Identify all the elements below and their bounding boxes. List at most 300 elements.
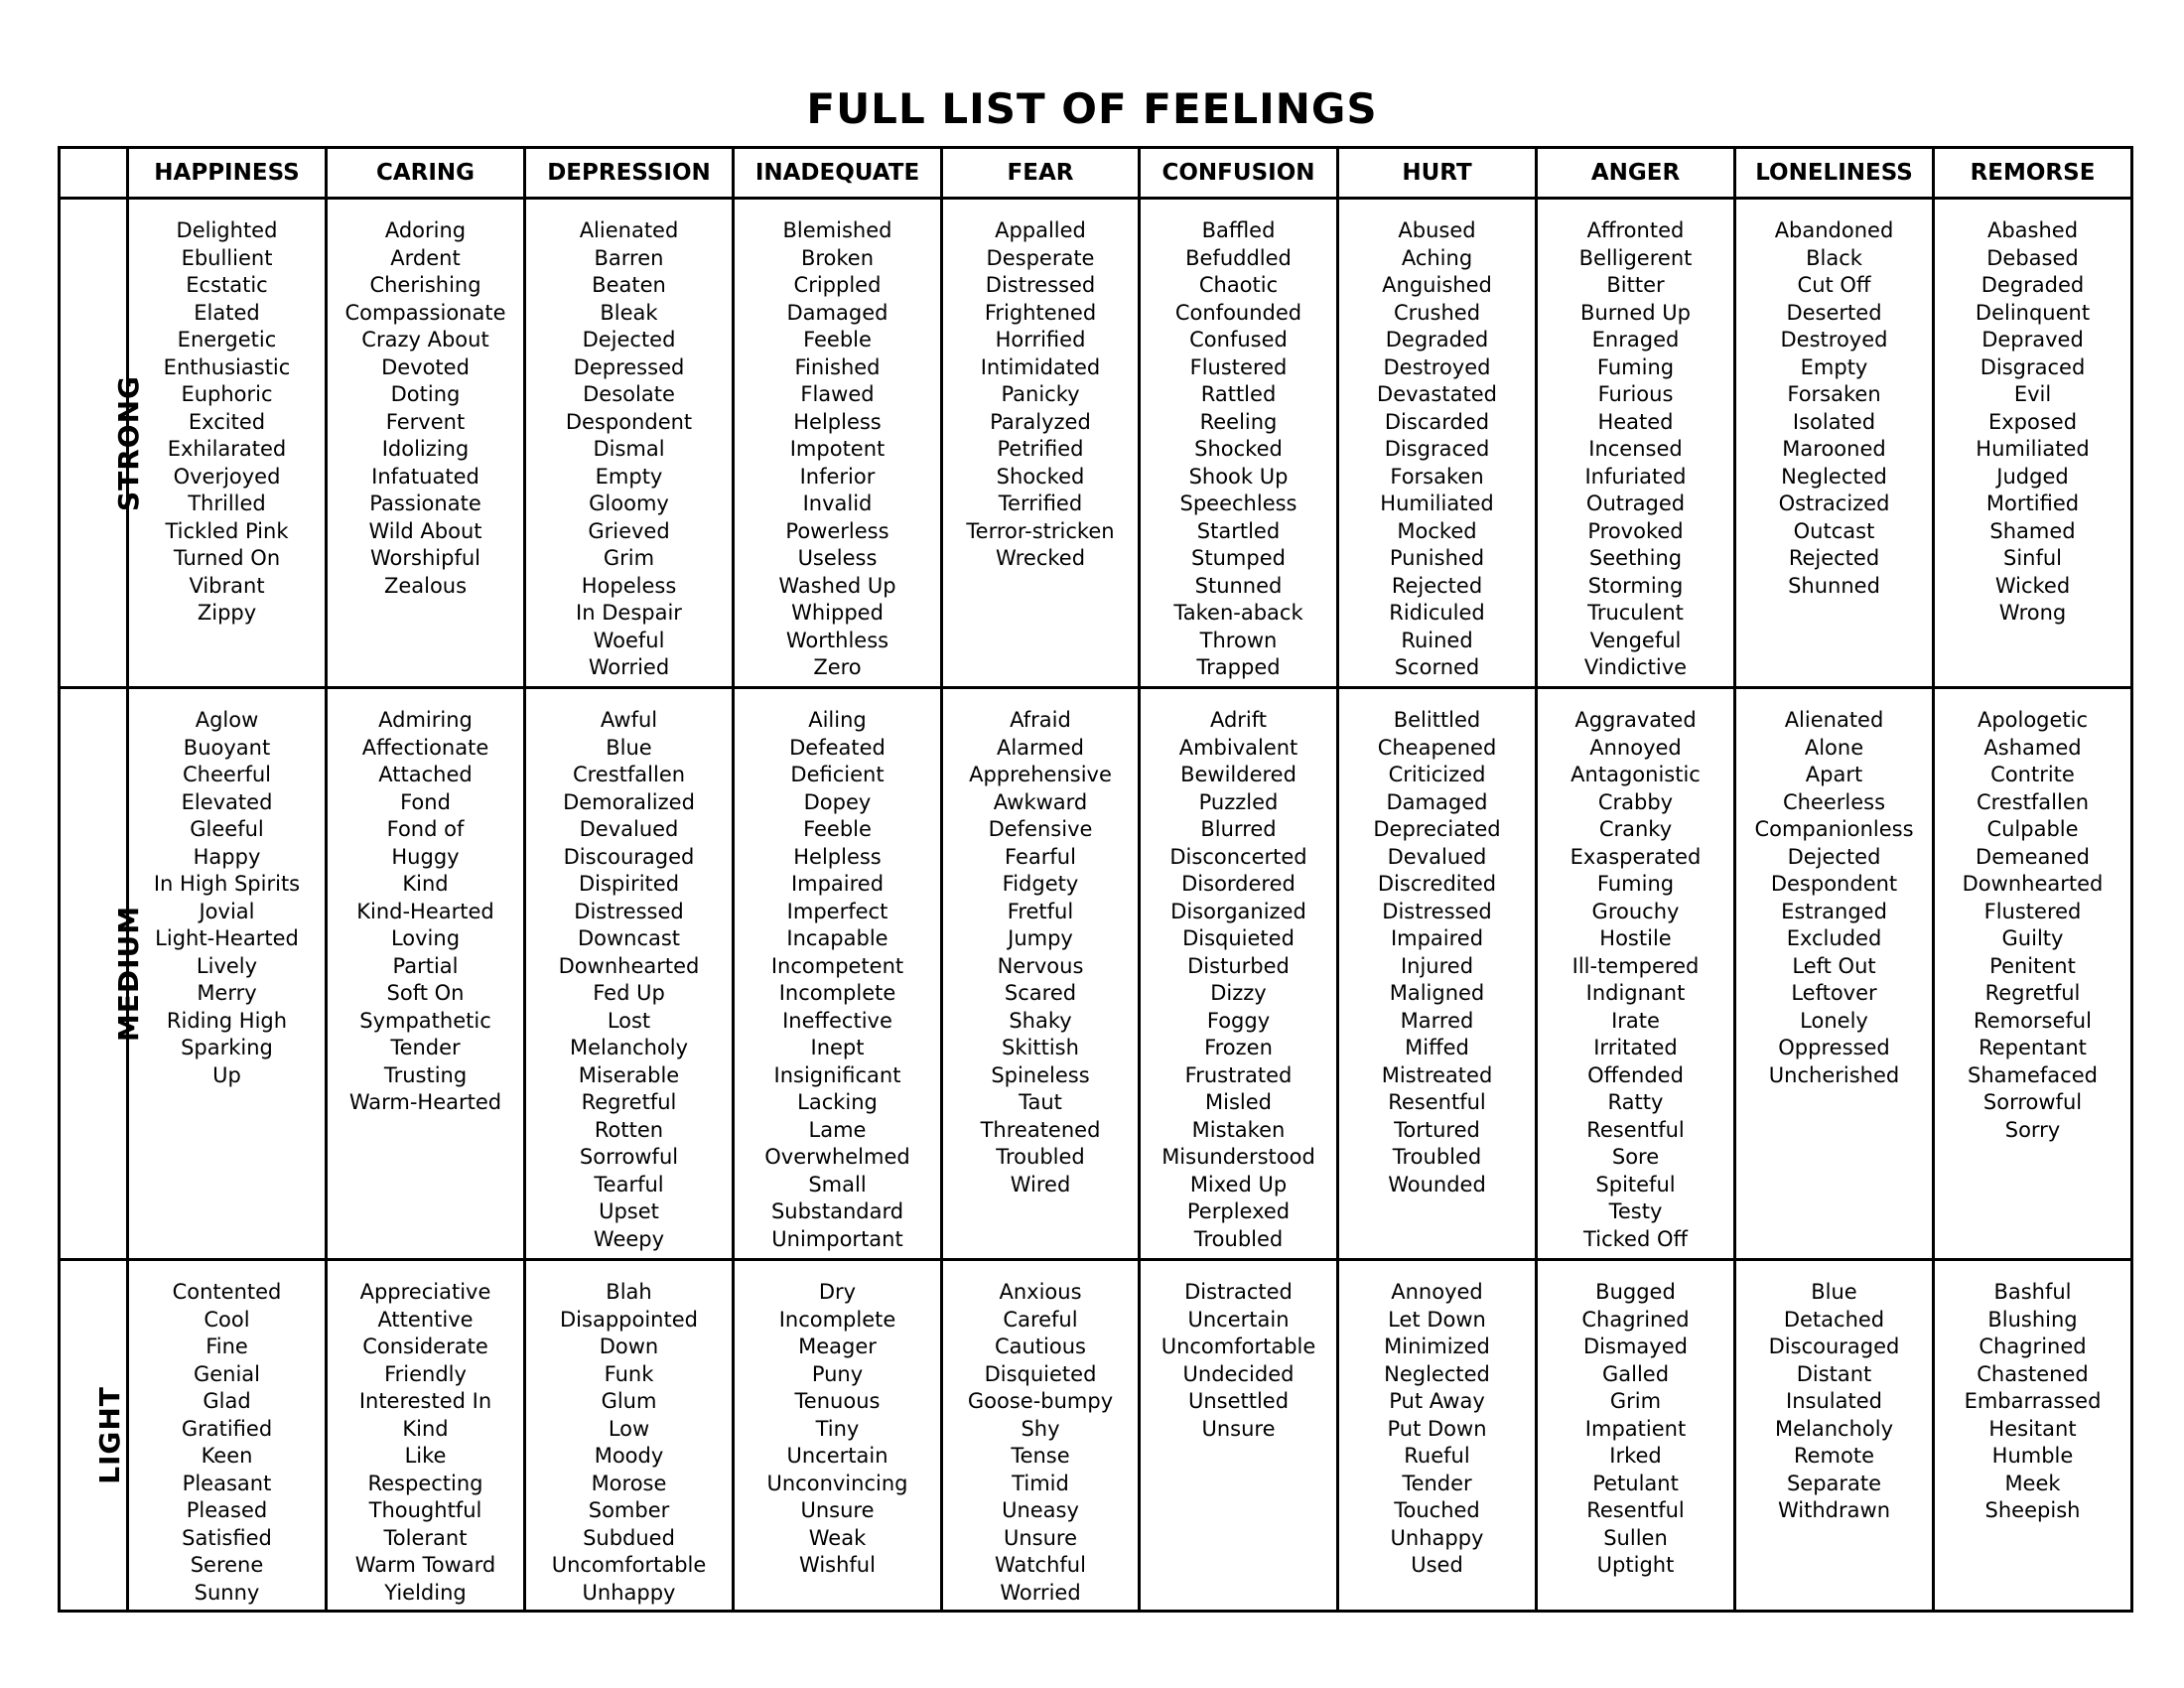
feeling-word: Cherishing [369, 273, 481, 297]
feeling-word: Furious [1597, 382, 1674, 406]
feeling-word: Nervous [997, 953, 1084, 978]
feeling-word: Jovial [199, 899, 255, 923]
feeling-word: Tender [1402, 1471, 1472, 1495]
feeling-word: Grim [603, 546, 655, 570]
feeling-word: Companionless [1754, 817, 1914, 841]
feeling-word: Confused [1189, 328, 1288, 352]
feeling-word: Punished [1389, 546, 1485, 570]
feeling-word: Ailing [808, 708, 867, 732]
feeling-word: Uptight [1596, 1553, 1675, 1577]
feeling-word-list [943, 1279, 1138, 1607]
feeling-word: Reeling [1199, 409, 1278, 434]
feeling-word: Dismal [593, 437, 665, 461]
feeling-word: Cool [204, 1307, 250, 1332]
feeling-word: Insulated [1786, 1389, 1882, 1413]
feeling-word: Put Down [1387, 1416, 1487, 1441]
feeling-word: Affectionate [361, 735, 489, 760]
column-header: HURT [1338, 148, 1537, 199]
feeling-word: Annoyed [1391, 1280, 1483, 1304]
feeling-word: Euphoric [181, 382, 273, 406]
feeling-word: Despondent [1770, 872, 1898, 896]
feeling-word: Sorrowful [579, 1145, 679, 1169]
feeling-word: Devastated [1377, 382, 1497, 406]
feeling-word: Enraged [1591, 328, 1680, 352]
feeling-word: Lonely [1800, 1008, 1868, 1033]
feeling-word: Broken [800, 245, 875, 270]
feeling-word: Irritated [1593, 1036, 1678, 1059]
feeling-word: Genial [193, 1361, 261, 1386]
column-header: REMORSE [1934, 148, 2132, 199]
feeling-word: Mistaken [1191, 1117, 1286, 1142]
column-header: HAPPINESS [128, 148, 327, 199]
feeling-word: Troubled [1193, 1226, 1284, 1251]
feeling-word-list [1141, 707, 1336, 1253]
feeling-word: Neglected [1384, 1361, 1490, 1386]
feeling-word: Infuriated [1584, 464, 1687, 489]
level-cell [60, 688, 146, 1260]
feeling-word: Excluded [1786, 926, 1882, 950]
feeling-word: Paralyzed [990, 409, 1091, 434]
feeling-word: Burned Up [1580, 300, 1691, 325]
feeling-word: Rejected [1391, 573, 1483, 598]
feeling-word-list [1935, 707, 2130, 1144]
feeling-word: Repentant [1979, 1036, 2087, 1059]
feeling-cell [525, 199, 734, 688]
feeling-word: Sheepish [1984, 1498, 2081, 1522]
feeling-word: Shamed [1989, 518, 2076, 543]
feeling-cell [1735, 199, 1934, 688]
feeling-word: Pleased [186, 1498, 268, 1522]
feeling-word: Terror-stricken [966, 518, 1115, 543]
feeling-word-list [1736, 707, 1932, 1089]
feeling-word: Maligned [1389, 981, 1485, 1005]
feeling-word: Petulant [1592, 1471, 1679, 1495]
feeling-word: Touched [1394, 1498, 1480, 1522]
feeling-word: Blah [606, 1280, 652, 1304]
feeling-word: Resentful [1586, 1498, 1685, 1522]
feeling-word: Thrown [1199, 628, 1278, 652]
feeling-word: Funk [604, 1361, 654, 1386]
feeling-word: Grouchy [1591, 899, 1680, 923]
feeling-cell [1338, 688, 1537, 1260]
feeling-word: Uncomfortable [551, 1553, 707, 1577]
feeling-word: Fearful [1005, 844, 1076, 869]
feeling-word: Belligerent [1578, 245, 1693, 270]
feeling-word: Dejected [582, 328, 676, 352]
feeling-word: Cheerless [1782, 789, 1886, 814]
feeling-word: Chaotic [1198, 273, 1279, 297]
feeling-word: Friendly [384, 1361, 467, 1386]
feeling-word: Shook Up [1188, 464, 1289, 489]
feeling-word: Blushing [1987, 1307, 2078, 1332]
feeling-word: Cut Off [1797, 273, 1871, 297]
feeling-word: Despondent [565, 409, 693, 434]
feeling-word: In Despair [576, 601, 682, 625]
feeling-word: Small [808, 1172, 867, 1196]
feeling-word: Unimportant [771, 1226, 903, 1251]
feeling-word: Wild About [368, 518, 482, 543]
feeling-word: Misunderstood [1161, 1145, 1315, 1169]
feeling-word: Mortified [1985, 492, 2080, 515]
feeling-word: Feeble [803, 328, 872, 352]
feeling-word: Tense [1011, 1444, 1070, 1468]
feeling-word: Pleasant [182, 1471, 272, 1495]
feeling-word: Puzzled [1198, 789, 1279, 814]
feeling-word-list [526, 217, 732, 682]
feeling-cell [942, 688, 1140, 1260]
feeling-word: Vengeful [1589, 628, 1682, 652]
feeling-cell [525, 1260, 734, 1612]
feeling-word: Glum [601, 1389, 657, 1413]
feeling-word: Invalid [802, 492, 873, 515]
feeling-cell [734, 199, 942, 688]
feeling-word: Stunned [1194, 573, 1283, 598]
feeling-word: Ratty [1607, 1090, 1664, 1114]
feeling-word: Terrified [998, 492, 1083, 515]
feeling-word: Depreciated [1373, 817, 1501, 841]
feeling-word: Interested In [358, 1389, 492, 1413]
feeling-word-list [1339, 1279, 1535, 1580]
column-header: INADEQUATE [734, 148, 942, 199]
feeling-word: Shaky [1009, 1008, 1072, 1033]
feeling-word: Empty [595, 464, 663, 489]
level-cell [60, 1260, 128, 1612]
feeling-word: Worshipful [370, 546, 480, 570]
feeling-word: Shocked [996, 464, 1085, 489]
feeling-cell [128, 688, 327, 1260]
feeling-word: Intimidated [980, 354, 1101, 379]
feeling-word: Disorganized [1170, 899, 1306, 923]
feeling-word: Crestfallen [572, 763, 686, 786]
feeling-word: Lively [196, 953, 258, 978]
feeling-word: Discouraged [563, 844, 695, 869]
feeling-word: Impatient [1584, 1416, 1687, 1441]
feeling-cell [128, 1260, 327, 1612]
feeling-word: Huggy [391, 844, 460, 869]
feeling-word: Jumpy [1008, 926, 1073, 950]
feeling-word: Dispirited [578, 872, 680, 896]
feeling-cell [1140, 1260, 1338, 1612]
feeling-word: Alarmed [996, 735, 1085, 760]
feeling-word: Miffed [1405, 1036, 1469, 1059]
feeling-word: Delighted [176, 218, 278, 242]
feeling-word: Contrite [1990, 763, 2075, 786]
feeling-word: Rotten [594, 1117, 664, 1142]
feeling-word: Disordered [1181, 872, 1296, 896]
feeling-word: Bleak [600, 300, 658, 325]
feeling-word: Degraded [1980, 273, 2085, 297]
feeling-cell [1735, 688, 1934, 1260]
feeling-word: Unsettled [1187, 1389, 1290, 1413]
feeling-word-list [943, 707, 1138, 1198]
feeling-word-list [129, 1279, 325, 1607]
feeling-word: Awful [600, 708, 658, 732]
feeling-word: Merry [197, 981, 257, 1005]
feeling-cell [327, 688, 525, 1260]
feeling-word: Fuming [1596, 872, 1675, 896]
feeling-word: Panicky [1001, 382, 1080, 406]
feeling-word: Afraid [1010, 708, 1071, 732]
feeling-word: Uneasy [1002, 1498, 1079, 1522]
feeling-word: Finished [794, 354, 881, 379]
feeling-word-list [735, 707, 940, 1253]
feeling-word: Distressed [1382, 899, 1492, 923]
feeling-word: Irate [1611, 1008, 1660, 1033]
feeling-word: Leftover [1791, 981, 1877, 1005]
feeling-word: Appreciative [359, 1280, 491, 1304]
feeling-word: Inept [810, 1036, 865, 1059]
feeling-word: Demoralized [563, 789, 695, 814]
feeling-word: Spiteful [1595, 1172, 1676, 1196]
feeling-word: Thrilled [188, 492, 266, 515]
feeling-word: Cheapened [1377, 735, 1497, 760]
feeling-word: Forsaken [1390, 464, 1484, 489]
feeling-word: Empty [1800, 354, 1868, 379]
feeling-word: Isolated [1792, 409, 1876, 434]
feeling-word: Disturbed [1187, 953, 1290, 978]
feeling-word: Trapped [1196, 655, 1281, 679]
feeling-word: Penitent [1989, 953, 2076, 978]
feeling-word: Low [608, 1416, 650, 1441]
feeling-word: Horrified [995, 328, 1086, 352]
feeling-word: Downhearted [558, 953, 700, 978]
feeling-word: Disconcerted [1169, 844, 1307, 869]
feeling-word: Left Out [1792, 953, 1876, 978]
feeling-word: Belittled [1393, 708, 1481, 732]
feeling-word: Mocked [1397, 518, 1477, 543]
feeling-word: Black [1806, 245, 1862, 270]
feeling-word-list [735, 1279, 940, 1580]
feeling-word: Deserted [1786, 300, 1882, 325]
feeling-word: Defensive [988, 817, 1093, 841]
feeling-word: Substandard [770, 1199, 904, 1223]
feeling-word: Passionate [369, 492, 481, 515]
feeling-word: Upset [599, 1199, 659, 1223]
level-label: MEDIUM [112, 905, 146, 1043]
feeling-word: Worthless [785, 628, 889, 652]
feeling-word: Partial [392, 953, 459, 978]
feeling-word: Energetic [177, 328, 277, 352]
feeling-word: Tickled Pink [165, 518, 289, 543]
feeling-word: Criticized [1388, 763, 1486, 786]
feeling-word: Impaired [790, 872, 885, 896]
feeling-word: Blurred [1200, 817, 1277, 841]
column-header: CONFUSION [1140, 148, 1338, 199]
feeling-word: Troubled [1392, 1145, 1482, 1169]
feeling-word: Ebullient [181, 245, 273, 270]
level-cell [60, 199, 146, 688]
feeling-word: Demeaned [1976, 844, 2090, 869]
feeling-word: Sinful [2002, 546, 2062, 570]
feeling-word: Downcast [577, 926, 681, 950]
feeling-word: Helpless [793, 844, 882, 869]
feeling-word: Warm Toward [354, 1553, 496, 1577]
feeling-word: Somber [588, 1498, 670, 1522]
feeling-word-list [1141, 217, 1336, 682]
level-label: STRONG [112, 374, 146, 511]
feeling-word: Crippled [793, 273, 882, 297]
feeling-word: Loving [390, 926, 461, 950]
feeling-word: Fidgety [1002, 872, 1079, 896]
feeling-word: Cranky [1598, 817, 1673, 841]
feeling-word: Unsure [800, 1498, 875, 1522]
feeling-word: Elated [194, 300, 260, 325]
feeling-word: Apologetic [1977, 708, 2089, 732]
feeling-word-list [943, 217, 1138, 573]
column-header: DEPRESSION [525, 148, 734, 199]
feeling-word: Chagrined [1581, 1307, 1690, 1332]
feeling-word: Ashamed [1983, 735, 2082, 760]
feeling-word: Hesitant [1988, 1416, 2077, 1441]
feeling-word: Flustered [1189, 354, 1288, 379]
feeling-cell [734, 688, 942, 1260]
feeling-word: Dizzy [1210, 981, 1267, 1005]
feeling-word-list [328, 217, 523, 600]
feeling-word: Regretful [581, 1090, 677, 1114]
feeling-cell [525, 688, 734, 1260]
feeling-word: Grim [1609, 1389, 1662, 1413]
feeling-word: Offended [1587, 1062, 1684, 1087]
feeling-word: Vindictive [1583, 655, 1688, 679]
feeling-word: Impotent [789, 437, 886, 461]
feeling-word: Apart [1805, 763, 1863, 786]
feeling-word: Degraded [1385, 328, 1489, 352]
feeling-word: Satisfied [182, 1525, 272, 1550]
feelings-table [58, 146, 2133, 1613]
feeling-cell [1140, 688, 1338, 1260]
feeling-cell [1934, 688, 2132, 1260]
feeling-word: Fervent [385, 409, 466, 434]
feeling-cell [1537, 199, 1735, 688]
feeling-word: Keen [201, 1444, 253, 1468]
feeling-word: Crestfallen [1976, 789, 2090, 814]
feeling-word: Dry [818, 1280, 857, 1304]
feeling-word: Devalued [1387, 844, 1487, 869]
feeling-word: Gloomy [589, 492, 669, 515]
corner-cell [60, 148, 128, 199]
feeling-word: Disgraced [1979, 354, 2086, 379]
feeling-word: Infatuated [371, 464, 479, 489]
feeling-word: Debased [1986, 245, 2079, 270]
feeling-word: Spineless [991, 1062, 1090, 1087]
feeling-word: Blemished [782, 218, 892, 242]
feeling-word: Flustered [1983, 899, 2082, 923]
feeling-word: Overjoyed [173, 464, 281, 489]
feeling-word: Minimized [1384, 1335, 1490, 1358]
feeling-word: Meager [798, 1335, 877, 1358]
feeling-word: Fine [205, 1335, 248, 1358]
feeling-word: Alone [1804, 735, 1864, 760]
feeling-word: Frozen [1204, 1036, 1273, 1059]
feeling-word: Ticked Off [1583, 1226, 1688, 1251]
feeling-word: Frustrated [1184, 1062, 1293, 1087]
feeling-cell [128, 199, 327, 688]
feeling-word: Unsure [1201, 1416, 1276, 1441]
feeling-word: Ambivalent [1178, 735, 1298, 760]
feeling-word: Meek [2004, 1471, 2061, 1495]
feeling-word: Shunned [1788, 573, 1880, 598]
feeling-word: Tiny [815, 1416, 860, 1441]
feeling-word: Feeble [803, 817, 872, 841]
feeling-word: Bewildered [1180, 763, 1297, 786]
feeling-word: Miserable [578, 1062, 680, 1087]
feeling-cell [1934, 1260, 2132, 1612]
feeling-word: Crushed [1393, 300, 1481, 325]
feeling-word: Remote [1793, 1444, 1875, 1468]
feeling-word: Ruined [1401, 628, 1473, 652]
intensity-row-light [60, 1260, 2132, 1612]
feeling-word: Fond of [386, 817, 465, 841]
feeling-word: Alienated [579, 218, 679, 242]
feeling-word: Threatened [980, 1117, 1101, 1142]
feeling-word: Puny [811, 1361, 864, 1386]
feeling-word: Storming [1587, 573, 1684, 598]
feeling-word: Barren [594, 245, 664, 270]
feeling-word: Anxious [999, 1280, 1082, 1304]
feeling-word: Light-Hearted [155, 926, 299, 950]
feeling-word: Tortured [1394, 1117, 1480, 1142]
feeling-word: Down [599, 1335, 659, 1358]
feeling-word: Weak [808, 1525, 867, 1550]
feeling-word: Adoring [384, 218, 467, 242]
feeling-word: Injured [1400, 953, 1474, 978]
feeling-cell [1140, 199, 1338, 688]
feeling-word: Thoughtful [368, 1498, 482, 1522]
feeling-word: Abused [1398, 218, 1476, 242]
feeling-word: Humble [1991, 1444, 2074, 1468]
feeling-word: Vibrant [189, 573, 265, 598]
column-header: FEAR [942, 148, 1140, 199]
feeling-word: Gleeful [190, 817, 264, 841]
feeling-word: Ecstatic [186, 273, 268, 297]
feeling-word: Petrified [997, 437, 1084, 461]
feeling-word: Sore [1611, 1145, 1660, 1169]
feeling-word: Delinquent [1975, 300, 2091, 325]
feeling-word: Buoyant [183, 735, 271, 760]
feeling-word: Disappointed [560, 1307, 698, 1332]
feeling-word: Separate [1786, 1471, 1882, 1495]
feeling-word: In High Spirits [153, 872, 301, 896]
feeling-word: Bugged [1595, 1280, 1676, 1304]
feeling-word: Chastened [1977, 1361, 2089, 1386]
feeling-word: Enthusiastic [163, 354, 291, 379]
feeling-word: Desperate [986, 245, 1095, 270]
feeling-word: Sparking [181, 1036, 273, 1059]
feeling-word-list [526, 707, 732, 1253]
intensity-row-strong [60, 199, 2132, 688]
feeling-word: Destroyed [1383, 354, 1491, 379]
feeling-word: Wired [1010, 1172, 1071, 1196]
feeling-word: Marooned [1782, 437, 1886, 461]
feeling-word-list [1339, 217, 1535, 682]
level-label: LIGHT [92, 1386, 126, 1484]
feeling-word: Humiliated [1380, 492, 1494, 515]
feeling-word: Depressed [573, 354, 685, 379]
feeling-word: Taken-aback [1173, 601, 1303, 625]
feeling-word: Soft On [386, 981, 465, 1005]
feeling-word: Misled [1205, 1090, 1272, 1114]
feeling-word: Sullen [1603, 1525, 1668, 1550]
feeling-word: Blue [606, 735, 652, 760]
feeling-word: Sorrowful [1982, 1090, 2083, 1114]
feeling-word-list [1935, 1279, 2130, 1525]
column-header: LONELINESS [1735, 148, 1934, 199]
feeling-word: Provoked [1587, 518, 1684, 543]
feeling-word: Truculent [1587, 601, 1684, 625]
feeling-word: Startled [1196, 518, 1281, 543]
feeling-word: Goose-bumpy [967, 1389, 1114, 1413]
feeling-word: Ardent [390, 245, 461, 270]
